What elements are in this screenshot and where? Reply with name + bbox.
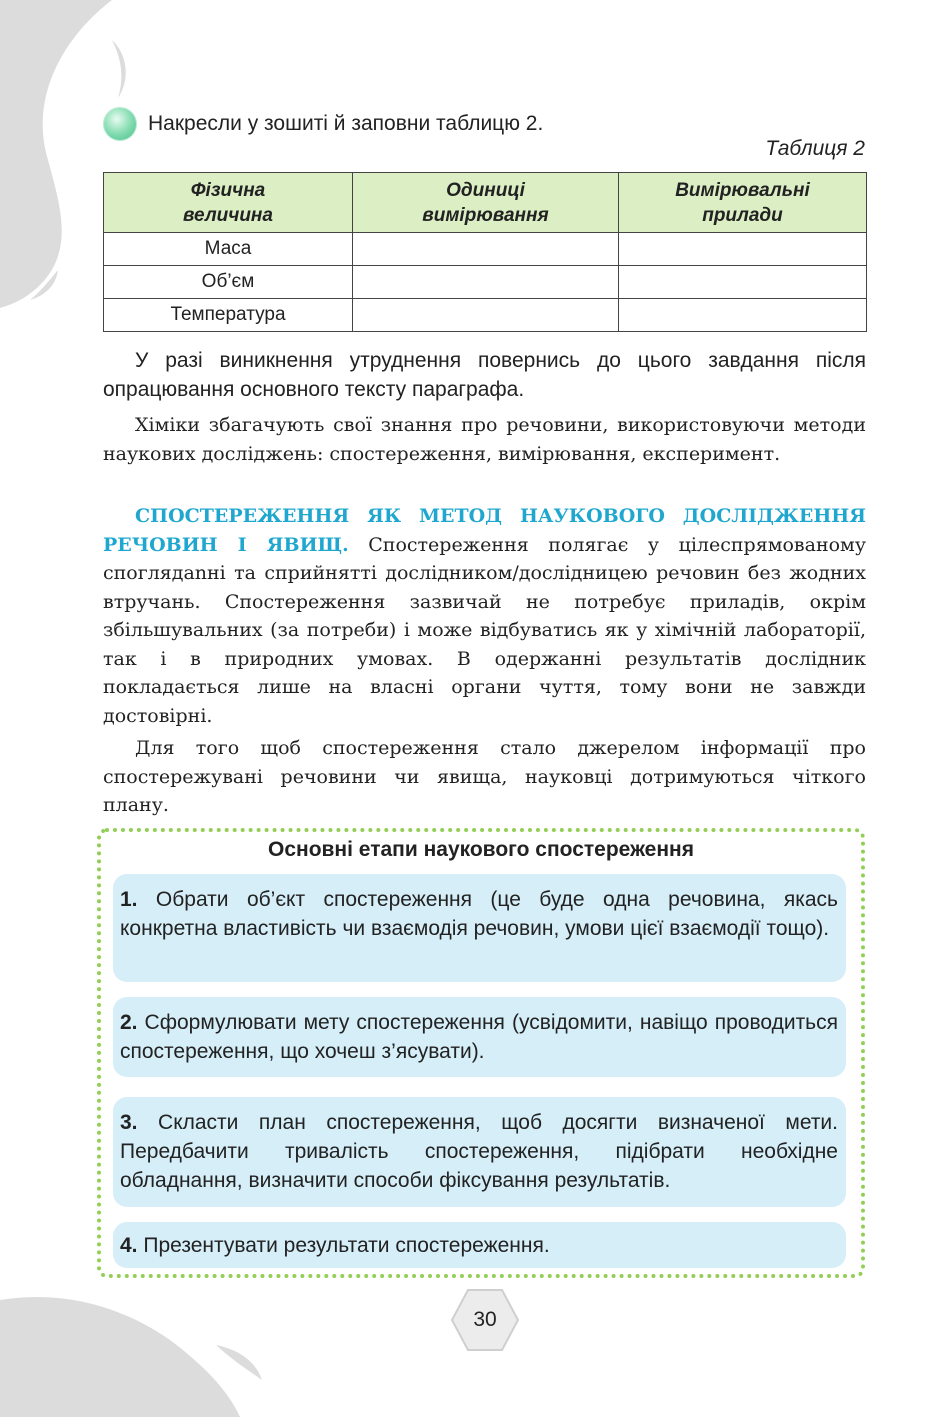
stage-text: Сформулювати мету спостереження (усвідомити, навіщо проводиться спостереження, що хочеш з’ясувати). <box>120 1011 838 1063</box>
stages-outer-frame <box>97 828 865 1278</box>
table-caption: Таблиця 2 <box>765 137 865 160</box>
header-units: Одиниці вимірювання <box>353 173 619 233</box>
table-row <box>104 233 867 266</box>
stage-number: 3. <box>120 1111 138 1134</box>
data-table <box>103 172 867 332</box>
paragraph-plan: Для того щоб спостереження стало джерелом інформації про спостережувані речовини чи явища, науковці дотримуються чіткого плану. <box>103 737 866 816</box>
table-cell: Об’єм <box>104 266 353 299</box>
table-cell <box>619 299 867 332</box>
table-row <box>104 266 867 299</box>
stage-text: Обрати об’єкт спостереження (це буде одна речовина, якась конкретна властивість чи взаємодія речовин, умови цієї взаємодії тощо). <box>120 888 838 940</box>
page-number-holder <box>451 1288 519 1352</box>
stage-text: Скласти план спостереження, щоб досягти визначеної мети. Передбачити тривалість спостереження, підібрати необхідне обладнання, визначити способи фіксування результатів. <box>120 1111 838 1192</box>
paragraph-observation <box>103 502 866 730</box>
section-heading: СПОСТЕРЕЖЕННЯ ЯК МЕТОД НАУКОВОГО ДОСЛІДЖЕННЯ РЕЧОВИН І ЯВИЩ. <box>103 505 866 556</box>
table-header-row <box>104 173 867 233</box>
stage-text: Презентувати результати спостереження. <box>137 1234 550 1257</box>
stage-number: 1. <box>120 888 138 911</box>
table-row <box>104 299 867 332</box>
difficulty-note: У разі виникнення утруднення повернись до цього завдання після опрацювання основного тексту параграфа. <box>103 349 866 401</box>
stages-title: Основні етапи наукового спостереження <box>268 838 694 861</box>
table-cell: Маса <box>104 233 353 266</box>
task-line <box>104 108 543 140</box>
paragraph-methods: Хіміки збагачують свої знання про речовини, використовуючи методи наукових досліджень: спостереження, вимірювання, експеримент. <box>103 414 866 465</box>
table-cell <box>353 266 619 299</box>
table-cell <box>353 233 619 266</box>
header-instruments: Вимірювальні прилади <box>619 173 867 233</box>
table-cell <box>353 299 619 332</box>
table-cell: Температура <box>104 299 353 332</box>
stage-number: 4. <box>120 1234 138 1257</box>
table-cell <box>619 233 867 266</box>
task-text: Накресли у зошиті й заповни таблицю 2. <box>148 112 544 135</box>
page-number: 30 <box>473 1308 497 1331</box>
header-physical-quantity: Фізична величина <box>104 173 353 233</box>
task-bullet-icon <box>104 108 136 140</box>
observation-text: Спостереження полягає у цілеспрямованому споглядanні та сприйнятті дослідником/дослідницею речовин без жодних втручань. Спостереження зазвичай не потребує приладів, окрім збільшувальних (за потреби) і може відбуватись як у хімічній лабораторії, так і в природних умовах. В одержанні результатів дослідник покладається лише на власні органи чуття, тому вони не завжди достовірні. <box>103 533 867 727</box>
stage-number: 2. <box>120 1011 138 1034</box>
table-cell <box>619 266 867 299</box>
